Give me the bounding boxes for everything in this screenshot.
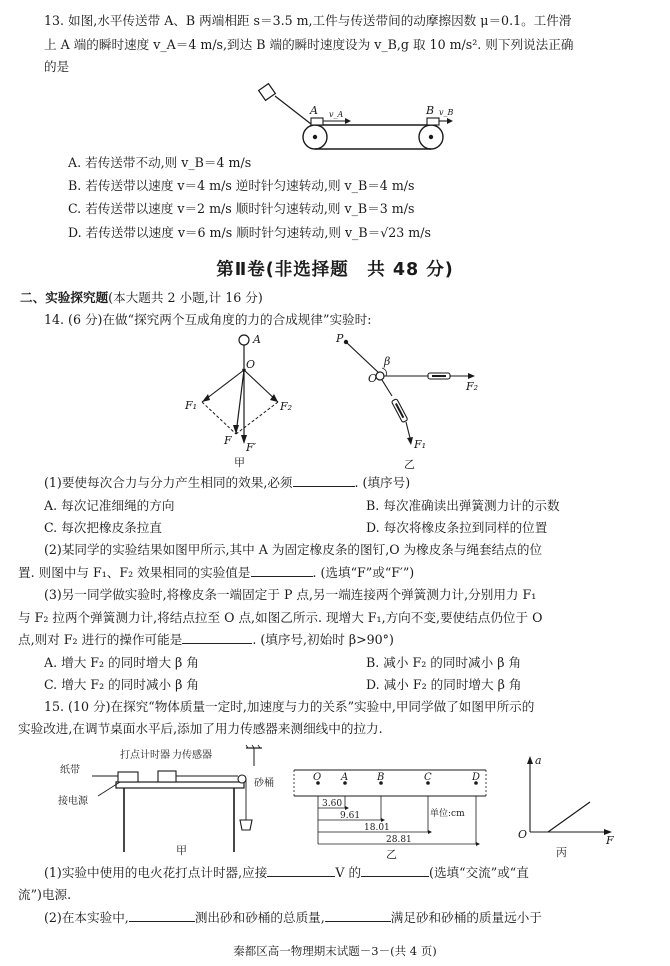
caption-jia: 甲 — [176, 844, 187, 857]
point-a: A — [341, 772, 349, 783]
q13-option-b: B. 若传送带以速度 v＝4 m/s 逆时针匀速转动,则 v_B＝4 m/s — [68, 178, 415, 193]
q13-option-d: D. 若传送带以速度 v＝6 m/s 顺时针匀速转动,则 v_B＝√23 m/s — [68, 225, 431, 240]
section2-heading — [20, 289, 263, 306]
label-beta: β — [384, 355, 391, 368]
label-va: v_A — [329, 110, 344, 119]
point-c: C — [424, 772, 432, 783]
distance-ob: 9.61 — [340, 811, 361, 821]
tape-figure-yi — [290, 760, 490, 860]
graph-figure-bing — [510, 752, 620, 860]
q14-part2-text: 置. 则图中与 F₁、F₂ 效果相同的实验值是 — [18, 565, 251, 580]
answer-blank[interactable] — [325, 909, 391, 922]
force-figure-yi — [330, 330, 490, 472]
q14-part2-suffix: . (选填“F”或“F′”) — [312, 565, 415, 580]
answer-blank[interactable] — [251, 564, 313, 577]
q14-p3-option-c: C. 增大 F₂ 的同时减小 β 角 — [44, 677, 200, 692]
distance-oa: 3.60 — [322, 799, 343, 809]
q15-stem-line2: 实验改进,在调节桌面水平后,添加了用力传感器来测细线中的拉力. — [18, 721, 383, 736]
q15-stem-line1: 15. (10 分)在探究“物体质量一定时,加速度与力的关系”实验中,甲同学做了如图甲所示的 — [44, 699, 535, 714]
q14-part3-suffix: . (填序号,初始时 β>90°) — [252, 632, 394, 647]
q14-part2-line1: (2)某同学的实验结果如图甲所示,其中 A 为固定橡皮条的图钉,O 为橡皮条与绳套结点的位 — [44, 542, 543, 557]
label-power: 接电源 — [58, 796, 88, 807]
label-o: O — [246, 358, 256, 371]
q14-part3-line1: (3)另一同学做实验时,将橡皮条一端固定于 P 点,另一端连接两个弹簧测力计,分别用力 F₁ — [44, 587, 537, 602]
conveyor-belt-figure — [255, 78, 455, 158]
axis-origin: O — [518, 828, 528, 841]
label-f-prime: F′ — [246, 441, 257, 454]
axis-a: a — [535, 754, 542, 767]
answer-blank[interactable] — [293, 474, 355, 487]
label-timer: 打点计时器 — [120, 750, 170, 761]
caption-jia: 甲 — [234, 456, 245, 469]
q14-part3-line3 — [18, 631, 394, 648]
q13-stem-line2: 上 A 端的瞬时速度 v_A＝4 m/s,到达 B 端的瞬时速度设为 v_B,g 取 10 m/s². 则下列说法正确 — [44, 37, 574, 52]
distance-oc: 18.01 — [364, 823, 390, 833]
q14-stem: 14. (6 分)在做“探究两个互成角度的力的合成规律”实验时: — [44, 312, 372, 327]
label-tape: 纸带 — [60, 765, 80, 776]
caption-bing: 丙 — [556, 846, 567, 859]
q14-p3-option-a: A. 增大 F₂ 的同时增大 β 角 — [44, 655, 199, 670]
label-sensor: 力传感器 — [172, 750, 212, 761]
caption-yi: 乙 — [386, 848, 397, 860]
point-o: O — [313, 772, 322, 783]
q13-stem-line1: 13. 如图,水平传送带 A、B 两端相距 s＝3.5 m,工件与传送带间的动摩擦因数 μ＝0.1。工件滑 — [44, 13, 572, 28]
q15-part1 — [44, 864, 529, 881]
answer-blank[interactable] — [267, 864, 335, 877]
axis-f: F — [606, 834, 614, 847]
q13-option-a: A. 若传送带不动,则 v_B＝4 m/s — [68, 155, 252, 170]
q15-part1-mid: V 的 — [335, 865, 362, 880]
label-p: P — [336, 332, 344, 345]
q14-part1-suffix: . (填序号) — [354, 475, 411, 490]
q15-part1-suffix: (选填“交流”或“直 — [429, 865, 529, 880]
label-vb: v_B — [439, 108, 454, 117]
q15-part2 — [44, 909, 542, 926]
q14-part1-text: (1)要使每次合力与分力产生相同的效果,必须 — [44, 475, 293, 490]
label-f1: F₁ — [185, 399, 198, 412]
q14-part3-text: 点,则对 F₂ 进行的操作可能是 — [18, 632, 183, 647]
point-b: B — [377, 772, 385, 783]
q15-part2-suffix: 满足砂和砂桶的质量远小于 — [390, 910, 542, 925]
caption-yi: 乙 — [404, 458, 415, 471]
q14-p1-option-d: D. 每次将橡皮条拉到同样的位置 — [366, 520, 548, 535]
section2-note: (本大题共 2 小题,计 16 分) — [108, 290, 263, 305]
q13-option-c: C. 若传送带以速度 v＝2 m/s 顺时针匀速转动,则 v_B＝3 m/s — [68, 201, 415, 216]
label-f2: F₂ — [466, 380, 479, 393]
label-f: F — [224, 434, 232, 447]
section2-label: 二、实验探究题 — [20, 290, 109, 305]
q15-part1-line2: 流”)电源. — [18, 887, 72, 902]
answer-blank[interactable] — [182, 631, 252, 644]
label-f1: F₁ — [414, 438, 427, 451]
q14-part2-line2 — [18, 564, 414, 581]
label-o: O — [368, 372, 378, 385]
label-a: A — [253, 333, 261, 346]
q15-part1-text: (1)实验中使用的电火花打点计时器,应接 — [44, 865, 268, 880]
q13-stem-line3: 的是 — [44, 59, 70, 74]
part2-title: 第Ⅱ卷(非选择题 共 48 分) — [216, 260, 454, 280]
distance-od: 28.81 — [386, 835, 412, 845]
point-d: D — [472, 772, 481, 783]
label-b: B — [426, 104, 435, 117]
label-f2: F₂ — [280, 400, 293, 413]
q14-p1-option-b: B. 每次准确读出弹簧测力计的示数 — [366, 498, 560, 513]
q14-part1 — [44, 474, 410, 491]
q15-part2-mid: 测出砂和砂桶的总质量, — [194, 910, 325, 925]
q14-part3-line2: 与 F₂ 拉两个弹簧测力计,将结点拉至 O 点,如图乙所示. 现增大 F₁,方向不变,要使结点仍位于 O — [18, 610, 543, 625]
answer-blank[interactable] — [129, 909, 195, 922]
q14-p3-option-b: B. 减小 F₂ 的同时减小 β 角 — [366, 655, 522, 670]
tape-unit: 单位:cm — [430, 809, 465, 819]
apparatus-figure-jia — [58, 742, 278, 857]
q15-part2-text: (2)在本实验中, — [44, 910, 129, 925]
label-a: A — [310, 104, 318, 117]
force-figure-jia — [180, 330, 300, 470]
q14-p3-option-d: D. 减小 F₂ 的同时增大 β 角 — [366, 677, 522, 692]
q14-p1-option-a: A. 每次记准细绳的方向 — [44, 498, 175, 513]
answer-blank[interactable] — [361, 864, 429, 877]
q14-p1-option-c: C. 每次把橡皮条拉直 — [44, 520, 162, 535]
label-sand-bucket: 砂桶 — [254, 778, 274, 789]
page-footer: 秦都区高一物理期末试题－3－(共 4 页) — [233, 944, 437, 958]
